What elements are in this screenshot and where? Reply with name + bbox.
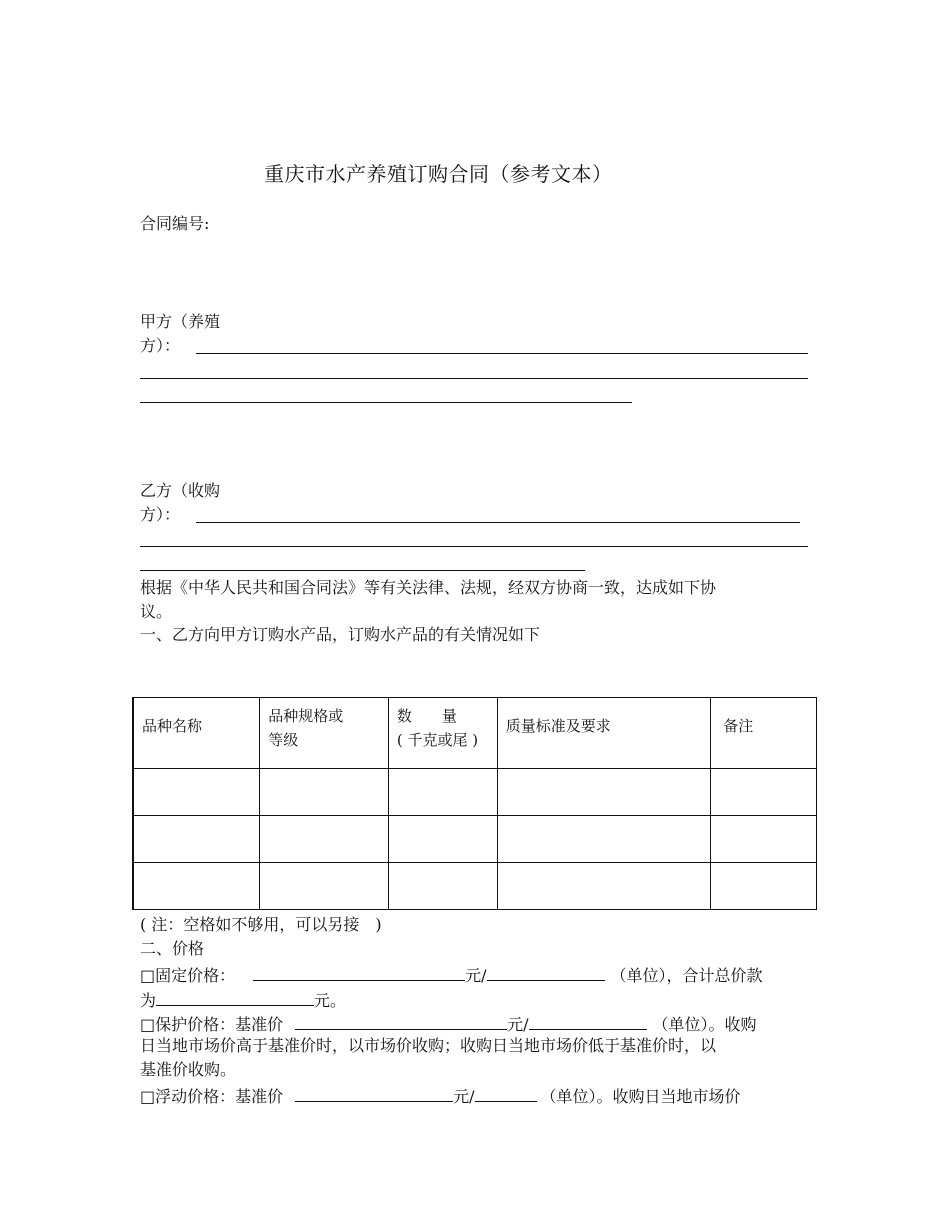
- party-b-label-line2: 方）：: [140, 505, 181, 524]
- fixed-price-amount-blank[interactable]: [253, 965, 465, 981]
- fixed-price-total-blank[interactable]: [156, 990, 314, 1006]
- header-quality-text: 质量标准及要求: [505, 717, 611, 735]
- table-cell[interactable]: [497, 769, 710, 816]
- protect-price-label: □保护价格：基准价: [140, 1015, 284, 1034]
- party-a-fill-line-1[interactable]: [196, 353, 808, 354]
- protect-price-amount-blank[interactable]: [295, 1014, 507, 1030]
- header-variety-name: [133, 698, 260, 769]
- header-spec-line1: 品种规格或: [268, 707, 344, 725]
- float-price-unit-tail: （单位）。收购日当地市场价: [540, 1087, 741, 1106]
- protect-price-yuan-per: 元/: [507, 1015, 529, 1034]
- fixed-price-unit-blank[interactable]: [487, 965, 605, 981]
- table-cell[interactable]: [388, 816, 497, 863]
- float-price-label: □浮动价格：基准价: [140, 1087, 284, 1106]
- table-row: [133, 863, 817, 910]
- product-table: [132, 697, 817, 910]
- section-1-heading: 一、乙方向甲方订购水产品，订购水产品的有关情况如下: [140, 625, 541, 644]
- table-note: ( 注：空格如不够用，可以另接 ): [140, 915, 382, 934]
- party-a-fill-line-2[interactable]: [140, 378, 808, 379]
- protect-price-line-3: 基准价收购。: [140, 1060, 237, 1079]
- header-remarks: [711, 698, 817, 769]
- table-cell[interactable]: [497, 863, 710, 910]
- party-a-label-line1: 甲方（养殖: [140, 312, 221, 331]
- table-header-row: [133, 698, 817, 769]
- fixed-price-line-1: [140, 965, 763, 984]
- party-a-label-line2: 方）：: [140, 336, 181, 355]
- party-a-fill-line-3[interactable]: [140, 402, 632, 403]
- table-cell[interactable]: [711, 816, 817, 863]
- table-cell[interactable]: [497, 816, 710, 863]
- table-cell[interactable]: [388, 863, 497, 910]
- fixed-price-unit-total: （单位），合计总价款: [610, 966, 763, 985]
- table-row: [133, 769, 817, 816]
- float-price-amount-blank[interactable]: [295, 1086, 453, 1102]
- table-cell[interactable]: [133, 863, 260, 910]
- table-cell[interactable]: [260, 863, 389, 910]
- protect-price-unit-tail: （单位）。收购: [652, 1015, 757, 1034]
- protect-price-unit-blank[interactable]: [529, 1014, 647, 1030]
- table-cell[interactable]: [133, 816, 260, 863]
- table-row: [133, 816, 817, 863]
- page-title: 重庆市水产养殖订购合同（参考文本）: [264, 162, 613, 186]
- float-price-yuan-per: 元/: [453, 1087, 475, 1106]
- float-price-line-1: [140, 1086, 741, 1105]
- table-cell[interactable]: [711, 769, 817, 816]
- header-variety-name-text: 品种名称: [142, 717, 203, 735]
- float-price-unit-blank[interactable]: [475, 1086, 537, 1102]
- party-b-fill-line-3[interactable]: [140, 570, 585, 571]
- protect-price-line-1: [140, 1014, 757, 1033]
- protect-price-line-2: 日当地市场价高于基准价时，以市场价收购；收购日当地市场价低于基准价时，以: [140, 1036, 717, 1055]
- party-b-fill-line-2[interactable]: [140, 546, 808, 547]
- table-cell[interactable]: [260, 769, 389, 816]
- header-spec-grade: [260, 698, 389, 769]
- header-quality: [497, 698, 710, 769]
- contract-number-label: 合同编号:: [140, 214, 210, 233]
- fixed-price-wei: 为: [140, 991, 157, 1010]
- intro-line-1: 根据《中华人民共和国合同法》等有关法律、法规，经双方协商一致，达成如下协: [140, 578, 717, 597]
- header-quantity: [388, 698, 497, 769]
- fixed-price-line-2: [140, 990, 346, 1009]
- fixed-price-label: □固定价格：: [140, 966, 236, 985]
- header-remarks-text: 备注: [723, 717, 754, 735]
- header-quantity-line1: 数 量: [396, 707, 457, 725]
- intro-line-2: 议。: [140, 602, 173, 621]
- fixed-price-yuan-per: 元/: [465, 966, 487, 985]
- party-b-label-line1: 乙方（收购: [140, 481, 221, 500]
- header-quantity-line2: ( 千克或尾 ): [396, 731, 479, 749]
- fixed-price-yuan-end: 元。: [314, 991, 347, 1010]
- party-b-fill-line-1[interactable]: [196, 522, 800, 523]
- section-2-heading: 二、价格: [140, 939, 205, 958]
- table-cell[interactable]: [711, 863, 817, 910]
- table-cell[interactable]: [260, 816, 389, 863]
- table-cell[interactable]: [388, 769, 497, 816]
- table-cell[interactable]: [133, 769, 260, 816]
- header-spec-line2: 等级: [268, 731, 299, 749]
